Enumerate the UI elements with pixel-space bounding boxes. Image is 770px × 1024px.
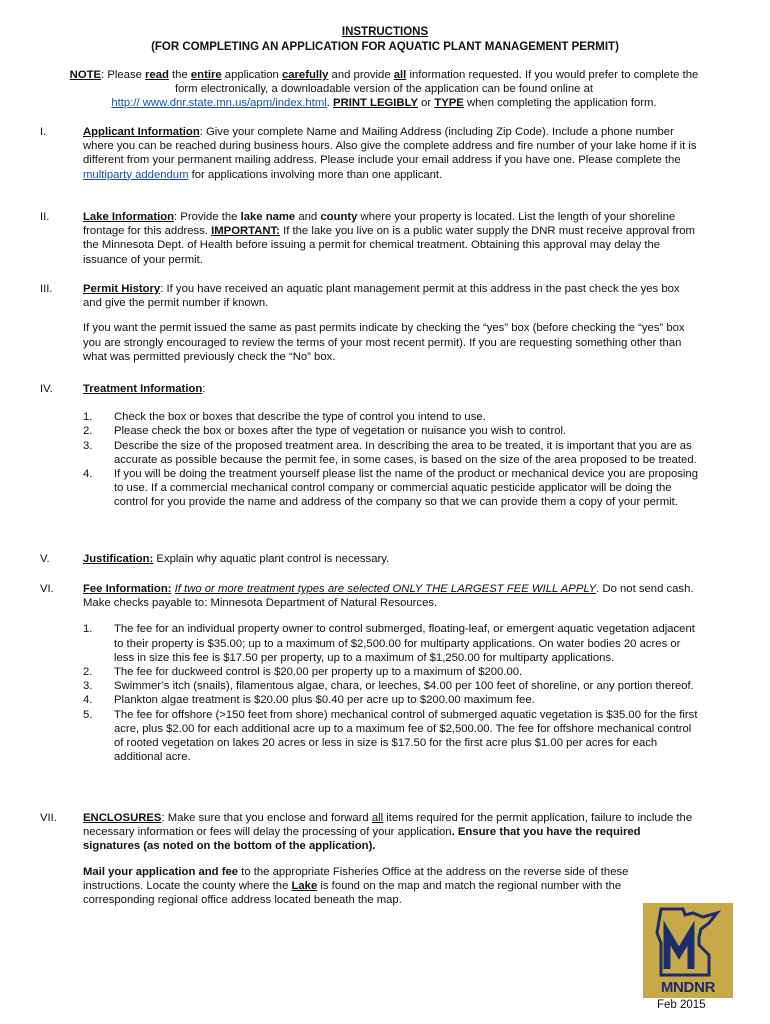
section-number: V. [40,553,50,565]
apm-website-link[interactable]: http:// www.dnr.state.mn.us/apm/index.html [111,97,327,110]
minnesota-map-icon [643,903,733,981]
note-paragraph: NOTE: Please read the entire application carefully and provide all information requested. If you would prefer to complete the form electronically, a downloadable version of the application can be found online at http:// www.dnr.state.mn.us/apm/index.html. PRINT LEGIBLY or TYPE when completing the application form. [69,69,699,110]
section-number: IV. [40,383,53,395]
section-justification: V. Justification: Explain why aquatic plant control is necessary. [40,553,390,565]
list-item: 2. The fee for duckweed control is $20.00 per property up to a maximum of $200.00. [83,666,523,679]
section-number: VII. [40,812,57,824]
section-heading: Applicant Information [83,126,200,138]
section-enclosures: VII. ENCLOSURES: Make sure that you enclose and forward all items required for the permit application, failure to include the necessary information or fees will delay the processing of your application. Ensure that you have the required signatures (as noted on the bottom of the application). Mail your application and fee to the appropriate Fisheries Office at the address on the reverse side of these instructions. Locate the county where the Lake is found on the map and match the regional number with the corresponding regional office address located beneath the map. [40,812,693,907]
section-heading: ENCLOSURES [83,812,162,824]
section-number: III. [40,283,53,295]
list-item: 4. Plankton algae treatment is $20.00 plus $0.40 per acre up to $200.00 maximum fee. [83,694,535,707]
section-heading: Permit History [83,283,161,295]
mail-instructions: Mail your application and fee to the appropriate Fisheries Office at the address on the reverse side of these instructions. Locate the county where the Lake is found on the map and match the regional number with the corresponding regional office address located beneath the map. [83,865,629,907]
section-number: VI. [40,583,54,595]
section-lake-information: II. Lake Information: Provide the lake name and county where your property is located. List the length of your shoreline frontage for this address. IMPORTANT: If the lake you live on is a public water supply the DNR must receive approval from the Minnesota Dept. of Health before issuing a permit for chemical treatment. Obtaining this approval may delay the issuance of your permit. [40,211,695,266]
section-heading: Fee Information: [83,583,172,595]
treatment-list [83,410,700,509]
section-heading: Justification: [83,553,154,565]
list-item: 4. If you will be doing the treatment yourself please list the name of the product or mechanical device you are proposing to use. If a commercial mechanical control company or commercial aquatic pesticide applicator will be doing the control for you provide the name and address of the company so that we can provide them a copy of your permit. [83,468,699,509]
list-item: 5. The fee for offshore (>150 feet from shore) mechanical control of submerged aquatic vegetation is $35.00 for the first acre, plus $2.00 for each additional acre up to a maximum fee of $2,500.00. The fee for offshore mechanical control of rooted vegetation on lakes 20 acres or less in size is $17.50 for the first acre plus $1.00 per acres for each additional acre. [83,708,698,764]
list-item: 1. The fee for an individual property owner to control submerged, floating-leaf, or emergent aquatic vegetation adjacent to their property is $35.00; up to a maximum of $2,500.00 for multiparty applications. On water bodies 20 acres or less in size this fee is $17.50 per property, up to a maximum of $1,250.00 for multiparty applications. [83,623,695,664]
page-subtitle: (FOR COMPLETING AN APPLICATION FOR AQUATIC PLANT MANAGEMENT PERMIT) [151,41,619,53]
section-number: II. [40,211,50,223]
mndnr-logo [643,903,733,998]
section-heading: Lake Information [83,211,175,223]
permit-history-paragraph: If you want the permit issued the same as past permits indicate by checking the “yes” box (before checking the “yes” box you are strongly encouraged to review the terms of your most recent permit). If you are requesting something other than what was permitted previously check the “No” box. [83,322,685,363]
list-item: 2. Please check the box or boxes after the type of vegetation or nuisance you wish to control. [83,425,567,438]
page-title: INSTRUCTIONS [341,26,429,38]
section-treatment-information: IV. Treatment Information: 1. Check the box or boxes that describe the type of control you intend to use. 2. Please check the box or boxes after the type of vegetation or nuisance you wish to control. 3. Describe the size of the proposed treatment area. In describing the area to be treated, it is important that you are as accurate as possible because the permit fee, in some cases, is based on the size of the area proposed to be treated. 4. If you will be doing the treatment yourself please list the name of the product or mechanical device you are proposing to use. If a commercial mechanical control company or commercial aquatic pesticide applicator will be doing the control for you provide the name and address of the company so that we can provide them a copy of your permit. [40,383,699,509]
section-permit-history: III. Permit History: If you have received an aquatic plant management permit at this address in the past check the yes box and give the permit number if known. If you want the permit issued the same as past permits indicate by checking the “yes” box (before checking the “yes” box you are strongly encouraged to review the terms of your most recent permit). If you are requesting something other than what was permitted previously check the “No” box. [40,282,700,364]
section-number: I. [40,126,47,138]
list-item: 1. Check the box or boxes that describe the type of control you intend to use. [83,411,486,424]
list-item: 3. Describe the size of the proposed treatment area. In describing the area to be treated, it is important that you are as accurate as possible because the permit fee, in some cases, is based on the size of the area proposed to be treated. [83,439,697,466]
m-highlight [673,929,685,939]
logo-label: MNDNR [660,979,716,996]
multiparty-addendum-link[interactable]: multiparty addendum [83,168,189,181]
largest-fee-note: If two or more treatment types are selected ONLY THE LARGEST FEE WILL APPLY [174,583,597,595]
list-item: 3. Swimmer’s itch (snails), filamentous algae, chara, or leeches, $4.00 per 100 feet of shoreline, or any portion thereof. [83,680,694,693]
section-applicant-information: I. Applicant Information: Give your complete Name and Mailing Address (including Zip Code). Include a phone number where you can be reached during business hours. Also give the complete address and fire number of your lake home if it is different from your permanent mailing address. Please include your email address if you have one. Please complete the multiparty addendum for applications involving more than one applicant. [40,126,697,181]
note-label: NOTE [69,69,102,81]
section-fee-information: VI. Fee Information: If two or more treatment types are selected ONLY THE LARGEST FEE WILL APPLY. Do not send cash. Make checks payable to: Minnesota Department of Natural Resources. 1. The fee for an individual property owner to control submerged, floating-leaf, or emergent aquatic vegetation adjacent to their property is $35.00; up to a maximum of $2,500.00 for multiparty applications. On water bodies 20 acres or less in size this fee is $17.50 per property, up to a maximum of $1,250.00 for multiparty applications. 2. The fee for duckweed control is $20.00 per property up to a maximum of $200.00. 3. Swimmer’s itch (snails), filamentous algae, chara, or leeches, $4.00 per 100 feet of shoreline, or any portion thereof. 4. Plankton algae treatment is $20.00 plus $0.40 per acre up to $200.00 maximum fee. 5. The fee for offshore (>150 feet from shore) mechanical control of submerged aquatic vegetation is $35.00 for the first acre, plus $2.00 for each additional acre up to a maximum fee of $2,500.00. The fee for offshore mechanical control of rooted vegetation on lakes 20 acres or less in size is $17.50 for the first acre plus $1.00 per acres for each additional acre. [40,582,700,764]
fee-list [83,622,700,764]
important-label: IMPORTANT: [211,225,280,238]
revision-date: Feb 2015 [657,999,706,1011]
section-heading: Treatment Information [83,383,203,395]
